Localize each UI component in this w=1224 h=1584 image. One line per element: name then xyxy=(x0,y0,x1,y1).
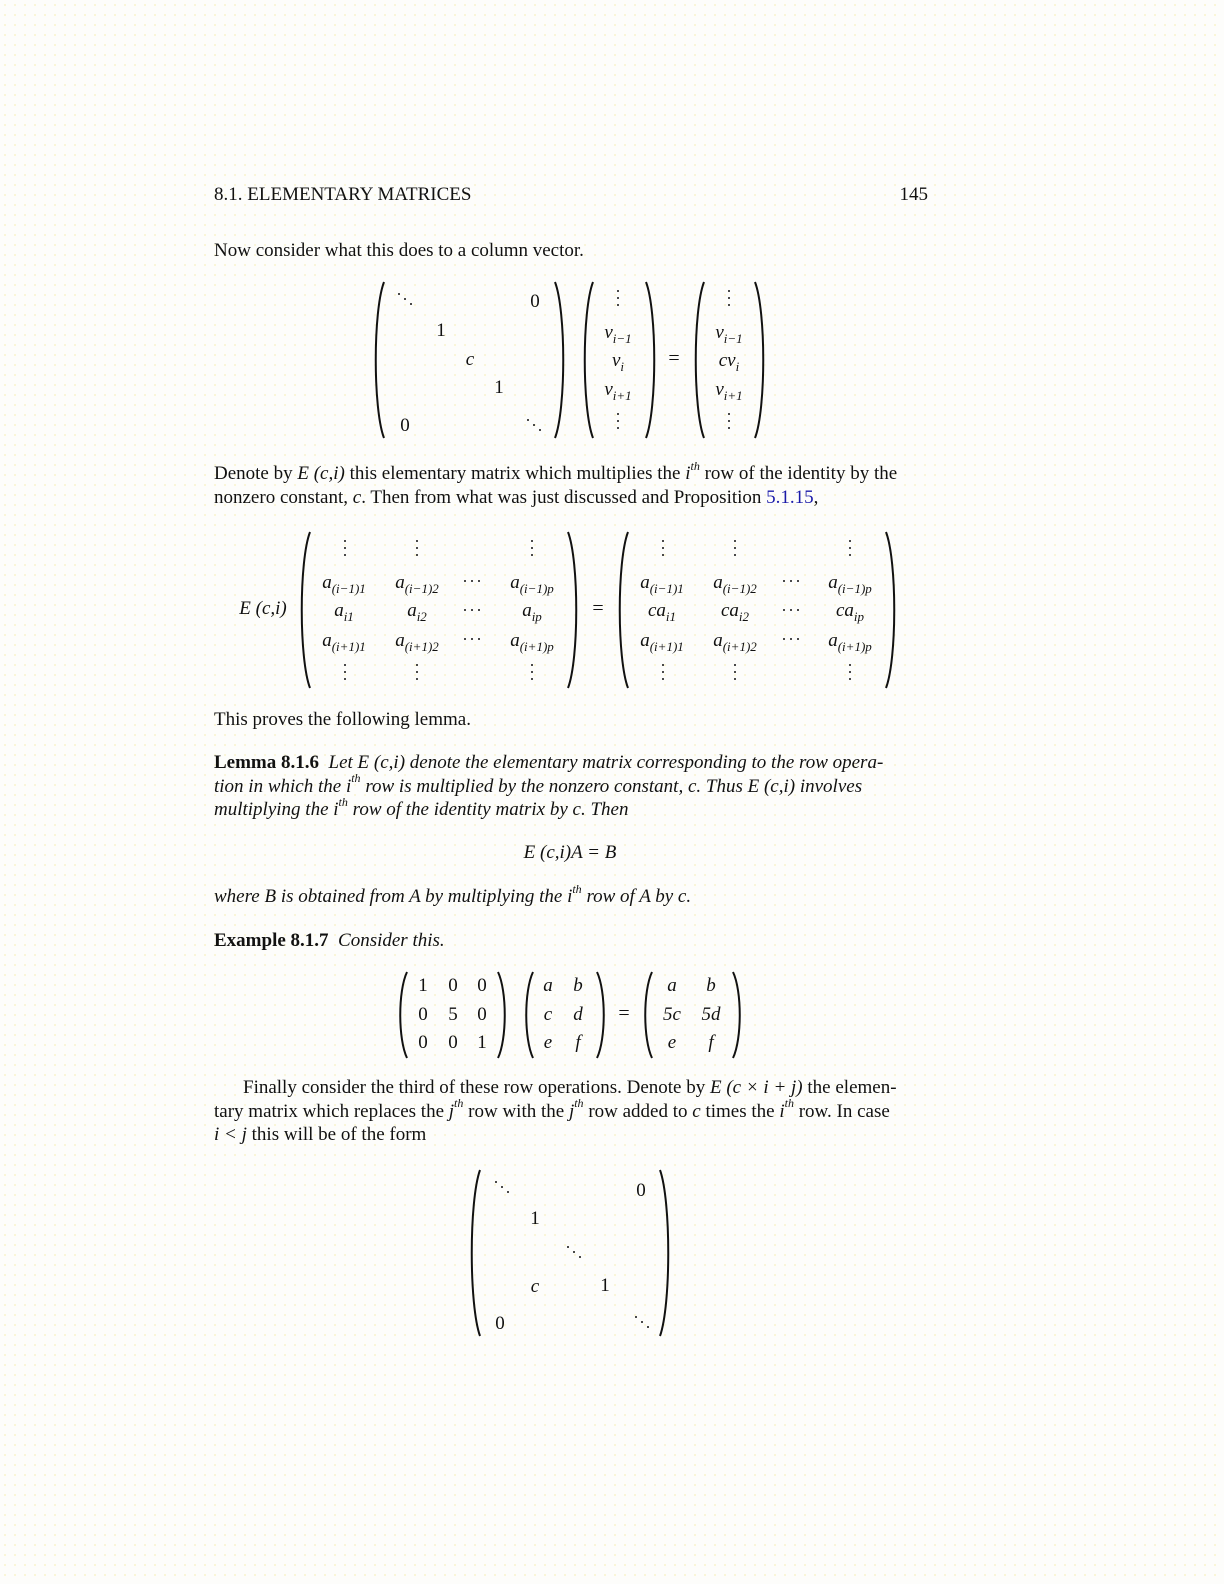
example-block: Example 8.1.7 Consider this. xyxy=(214,930,445,951)
lemma-block: Lemma 8.1.6 Let E (c,i) denote the elementary matrix corresponding to the row opera- tion in which the $i^{th}$ row is multiplied by the nonzero constant, c. Thus E (c,i) involves multiplying the $i^{th}$ row of the identity matrix by c. Then xyxy=(214,752,884,820)
matrix-entry: 1 xyxy=(494,377,504,398)
right-paren xyxy=(658,1169,674,1337)
matrix-entry: c xyxy=(530,1276,540,1297)
matrix-entry: $a_{(i-1)1}$ xyxy=(322,572,366,596)
left-paren xyxy=(614,531,630,689)
matrix-entry: a xyxy=(667,975,677,996)
matrix-entry: 1 xyxy=(418,975,428,996)
matrix-entry: $a_{(i-1)p}$ xyxy=(828,572,872,596)
vector-entry: $v_{i+1}$ xyxy=(715,379,743,403)
matrix-entry: $a_{(i-1)p}$ xyxy=(510,572,554,596)
paragraph-intro: Now consider what this does to a column vector. xyxy=(214,240,584,261)
vector-entry: $v_{i+1}$ xyxy=(604,379,632,403)
matrix-entry: 0 xyxy=(418,1032,428,1053)
matrix-entry: b xyxy=(573,975,583,996)
matrix-entry: 5d xyxy=(701,1004,721,1025)
matrix-entry: e xyxy=(667,1032,677,1053)
equals-sign: = xyxy=(668,347,680,370)
matrix-entry: 5c xyxy=(663,1004,681,1025)
left-paren xyxy=(521,971,535,1059)
matrix-entry: d xyxy=(573,1004,583,1025)
matrix-entry: f xyxy=(708,1032,714,1053)
lemma-conclusion: where B is obtained from A by multiplying the $i^{th}$ row of A by c. xyxy=(214,881,692,907)
matrix-entry: 0 xyxy=(495,1313,505,1334)
right-paren xyxy=(566,531,582,689)
paragraph-proves: This proves the following lemma. xyxy=(214,709,471,730)
left-paren xyxy=(640,971,654,1059)
matrix-entry: $ca_{i2}$ xyxy=(720,600,750,624)
right-paren xyxy=(595,971,609,1059)
matrix-entry: $a_{(i+1)2}$ xyxy=(395,630,439,654)
right-paren xyxy=(553,281,569,439)
matrix-entry: 1 xyxy=(477,1032,487,1053)
matrix-entry: 0 xyxy=(418,1004,428,1025)
matrix-entry: $a_{(i+1)p}$ xyxy=(828,630,872,654)
left-paren xyxy=(466,1169,482,1337)
matrix-entry: c xyxy=(465,349,475,370)
matrix-entry: $ca_{ip}$ xyxy=(835,600,865,624)
matrix-entry: $a_{(i-1)2}$ xyxy=(395,572,439,596)
matrix-entry: 0 xyxy=(477,975,487,996)
matrix-entry: $a_{(i+1)1}$ xyxy=(640,630,684,654)
lemma-title: Lemma 8.1.6 xyxy=(214,752,320,773)
equation-prefix: E (c,i) xyxy=(239,598,287,619)
right-paren xyxy=(731,971,745,1059)
vector-entry: $v_i$ xyxy=(611,350,625,374)
vector-entry: $v_{i-1}$ xyxy=(715,322,743,346)
matrix-entry: $ca_{i1}$ xyxy=(647,600,677,624)
equals-sign: = xyxy=(618,1002,630,1025)
proposition-link[interactable]: 5.1.15 xyxy=(766,486,814,508)
matrix-entry: 5 xyxy=(448,1004,458,1025)
matrix-entry: b xyxy=(706,975,716,996)
matrix-entry: f xyxy=(575,1032,581,1053)
matrix-entry: $a_{(i-1)2}$ xyxy=(713,572,757,596)
matrix-entry: 0 xyxy=(530,291,540,312)
left-paren xyxy=(690,281,706,439)
matrix-entry: $a_{i1}$ xyxy=(334,600,354,624)
matrix-entry: c xyxy=(543,1004,553,1025)
matrix-entry: $a_{(i-1)1}$ xyxy=(640,572,684,596)
left-paren xyxy=(579,281,595,439)
section-title: 8.1. ELEMENTARY MATRICES xyxy=(214,184,472,205)
matrix-entry: $a_{(i+1)1}$ xyxy=(322,630,366,654)
matrix-entry: e xyxy=(543,1032,553,1053)
vector-entry: $cv_i$ xyxy=(718,350,740,374)
vector-entry: $v_{i-1}$ xyxy=(604,322,632,346)
paragraph-denote: Denote by E (c,i) this elementary matrix which multiplies the $i^{th}$ row of the identity by the nonzero constant, c. Then from what was just discussed and Proposition 5.1.15, xyxy=(214,458,898,508)
equals-sign: = xyxy=(592,597,604,620)
matrix-entry: $a_{(i+1)p}$ xyxy=(510,630,554,654)
matrix-entry: $a_{ip}$ xyxy=(522,600,542,624)
right-paren xyxy=(753,281,769,439)
matrix-entry: $a_{i2}$ xyxy=(407,600,427,624)
left-paren xyxy=(370,281,386,439)
running-header xyxy=(214,184,928,206)
matrix-entry: 1 xyxy=(436,320,446,341)
lemma-equation: E (c,i)A = B xyxy=(523,842,617,863)
left-paren xyxy=(296,531,312,689)
page-number: 145 xyxy=(899,184,928,205)
paragraph-third-operation: Finally consider the third of these row operations. Denote by E (c × i + j) the elemen- tary matrix which replaces the $j^{th}$ row with the $j^{th}$ row added to c times the $i^{th}$ row. In case i < j this will be of the form xyxy=(214,1077,897,1145)
matrix-entry: 0 xyxy=(448,975,458,996)
matrix-entry: 1 xyxy=(600,1275,610,1296)
matrix-entry: 0 xyxy=(400,415,410,436)
matrix-entry: 1 xyxy=(530,1208,540,1229)
left-paren xyxy=(395,971,409,1059)
matrix-entry: 0 xyxy=(636,1180,646,1201)
matrix-entry: $a_{(i+1)2}$ xyxy=(713,630,757,654)
example-title: Example 8.1.7 xyxy=(214,930,329,951)
matrix-entry: 0 xyxy=(448,1032,458,1053)
right-paren xyxy=(644,281,660,439)
matrix-entry: 0 xyxy=(477,1004,487,1025)
right-paren xyxy=(884,531,900,689)
right-paren xyxy=(496,971,510,1059)
matrix-entry: a xyxy=(543,975,553,996)
